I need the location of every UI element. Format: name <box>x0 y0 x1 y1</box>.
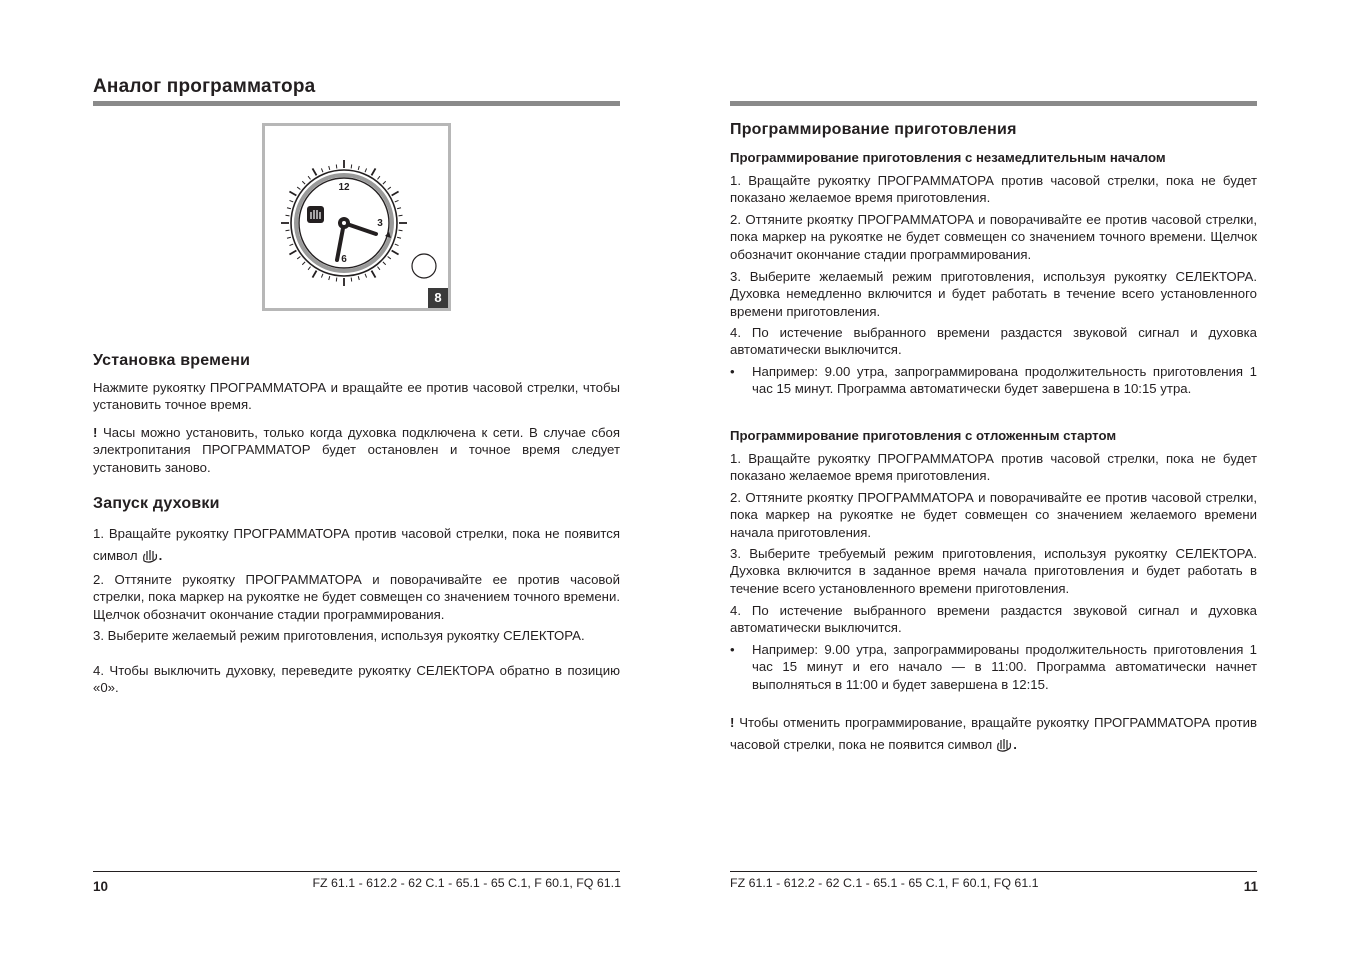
dial-tick <box>313 168 317 175</box>
dial-label-12: 12 <box>338 182 350 193</box>
dial-tick <box>289 192 296 196</box>
dial-tick <box>351 278 352 282</box>
heading-set-time: Установка времени <box>93 352 251 369</box>
delayed-example-text: Например: 9.00 утра, запрограммированы продолжительность приготовления 1 час 15 минут и его начало — в 11:00. Программа автоматически начнет выполняться в 11:00 и будет завершена в 12:15. <box>752 642 1257 692</box>
programmer-figure <box>262 123 451 311</box>
dial-tick <box>297 187 300 189</box>
subheading-delayed: Программирование приготовления с отложенным стартом <box>730 428 1117 443</box>
delayed-step-1: 1. Вращайте рукоятку ПРОГРАММАТОРА против часовой стрелки, пока не будет показано желаемое время приготовления. <box>730 451 1257 484</box>
dial-tick <box>287 237 291 238</box>
dial-tick <box>321 274 323 278</box>
dial-tick <box>377 176 379 179</box>
dial-tick <box>289 244 293 246</box>
dial-tick <box>392 192 399 196</box>
model-list-left: FZ 61.1 - 612.2 - 62 C.1 - 65.1 - 65 C.1, F 60.1, FQ 61.1 <box>312 876 621 890</box>
heading-programming: Программирование приготовления <box>730 121 1017 138</box>
dial-tick <box>286 230 290 231</box>
dial-tick <box>395 200 399 202</box>
delayed-step-4: 4. По истечение выбранного времени раздастся звуковой сигнал и духовка автоматически выключится. <box>730 603 1257 636</box>
note-set-time <box>93 424 620 476</box>
dial-tick <box>388 256 391 258</box>
figure-number: 8 <box>428 288 448 308</box>
dial-label-3: 3 <box>377 218 383 229</box>
dial-tick <box>286 215 290 216</box>
bullet-dot: • <box>730 642 735 657</box>
paragraph-start-2: 2. Оттяните рукоятку ПРОГРАММАТОРА и поворачивайте ее против часовой стрелки, пока маркер на рукоятке не будет совмещен со значением точного времени. Щелчок обозначит окончание стадии программирования. <box>93 572 620 622</box>
immediate-example <box>730 363 1257 398</box>
dial-tick <box>308 267 310 270</box>
title-rule-right <box>730 101 1257 106</box>
delayed-example <box>730 641 1257 693</box>
dial-tick <box>365 274 367 278</box>
paragraph-start-3: 3. Выберите желаемый режим приготовления, используя рукоятку СЕЛЕКТОРА. <box>93 628 585 643</box>
dial-tick <box>397 208 401 209</box>
paragraph-set-time: Нажмите рукоятку ПРОГРАММАТОРА и вращайте ее против часовой стрелки, чтобы установить точное время. <box>93 380 620 413</box>
dial-tick <box>329 276 330 280</box>
immediate-step-1: 1. Вращайте рукоятку ПРОГРАММАТОРА против часовой стрелки, пока не будет показано желаемое время приготовления. <box>730 173 1257 206</box>
cancel-note-text: Чтобы отменить программирование, вращайте рукоятку ПРОГРАММАТОРА против часовой стрелки, пока не появится символ <box>730 715 1257 752</box>
dial-tick <box>399 215 403 216</box>
note-mark: ! <box>730 715 735 730</box>
immediate-step-2: 2. Оттяните ркоятку ПРОГРАММАТОРА и поворачивайте ее против часовой стрелки, пока маркер на рукоятке не будет совмещен со значением точного времени. Щелчок обозначит окончание стадии программирования. <box>730 212 1257 262</box>
immediate-step-4: 4. По истечение выбранного времени раздастся звуковой сигнал и духовка автоматически выключится. <box>730 325 1257 358</box>
delayed-step-2: 2. Оттяните ркоятку ПРОГРАММАТОРА и поворачивайте ее против часовой стрелки, пока маркер на рукоятке не будет совмещен со значением желаемого времени начала приготовления. <box>730 490 1257 540</box>
dial-tick <box>329 166 330 170</box>
dial-tick <box>308 176 310 179</box>
dial-tick <box>289 251 296 255</box>
clock-dial-icon <box>265 126 448 308</box>
dial-tick <box>395 244 399 246</box>
subheading-immediate: Программирование приготовления с незамедлительным началом <box>730 150 1166 165</box>
right-page <box>730 0 1258 954</box>
dial-tick <box>313 271 317 278</box>
cancel-note-end: . <box>1013 737 1017 752</box>
dial-tick <box>302 262 305 265</box>
note-text: Часы можно установить, только когда духовка подключена к сети. В случае сбоя электропитания ПРОГРАММАТОР будет остановлен и точное время следует установить заново. <box>93 425 620 475</box>
bullet-dot: • <box>730 364 735 379</box>
dial-tick <box>397 237 401 238</box>
dial-tick <box>336 165 337 169</box>
heading-oven-start: Запуск духовки <box>93 495 220 512</box>
dial-label-6: 6 <box>341 254 347 265</box>
dial-tick <box>289 200 293 202</box>
dial-tick <box>351 165 352 169</box>
delayed-step-3: 3. Выберите требуемый режим приготовления, используя рукоятку СЕЛЕКТОРА. Духовка включится в заданное время начала приготовления и будет работать в течение всего установленного времени приготовления. <box>730 546 1257 596</box>
model-list-right: FZ 61.1 - 612.2 - 62 C.1 - 65.1 - 65 C.1, F 60.1, FQ 61.1 <box>730 876 1039 890</box>
note-mark: ! <box>93 425 98 440</box>
dial-tick <box>372 271 376 278</box>
paragraph-start-4: 4. Чтобы выключить духовку, переведите рукоятку СЕЛЕКТОРА обратно в позицию «0». <box>93 663 620 696</box>
dial-tick <box>399 230 403 231</box>
dial-tick <box>392 251 399 255</box>
dial-tick <box>358 166 359 170</box>
start-step-1: 1. Вращайте рукоятку ПРОГРАММАТОРА против часовой стрелки, пока не появится символ <box>93 526 620 563</box>
dial-tick <box>302 181 305 184</box>
dial-tick <box>336 278 337 282</box>
footer-rule <box>93 871 620 872</box>
dial-tick <box>321 168 323 172</box>
title-rule <box>93 101 620 106</box>
dial-tick <box>377 267 379 270</box>
dial-tick <box>383 262 386 265</box>
dial-tick <box>388 187 391 189</box>
dial-tick <box>383 181 386 184</box>
immediate-step-3: 3. Выберите желаемый режим приготовления, используя рукоятку СЕЛЕКТОРА. Духовка немедленно включится и будет работать в течение всего установленного времени приготовления. <box>730 269 1257 319</box>
hand-icon <box>995 736 1013 754</box>
footer-rule <box>730 871 1257 872</box>
dial-tick <box>372 168 376 175</box>
dial-tick <box>358 276 359 280</box>
immediate-example-text: Например: 9.00 утра, запрограммирована продолжительность приготовления 1 час 15 минут. Программа автоматически будет завершена в 10:15 утра. <box>752 364 1257 397</box>
page-number-left: 10 <box>93 879 109 894</box>
hand-icon <box>141 547 159 565</box>
start-step-1-end: . <box>158 548 163 563</box>
dial-tick <box>365 168 367 172</box>
cancel-note <box>730 712 1257 756</box>
dial-tick <box>287 208 291 209</box>
page-title: Аналог программатора <box>93 76 316 97</box>
paragraph-start-1 <box>93 523 620 567</box>
page-number-right: 11 <box>1243 879 1258 894</box>
dial-tick <box>297 256 300 258</box>
left-page <box>93 0 621 954</box>
